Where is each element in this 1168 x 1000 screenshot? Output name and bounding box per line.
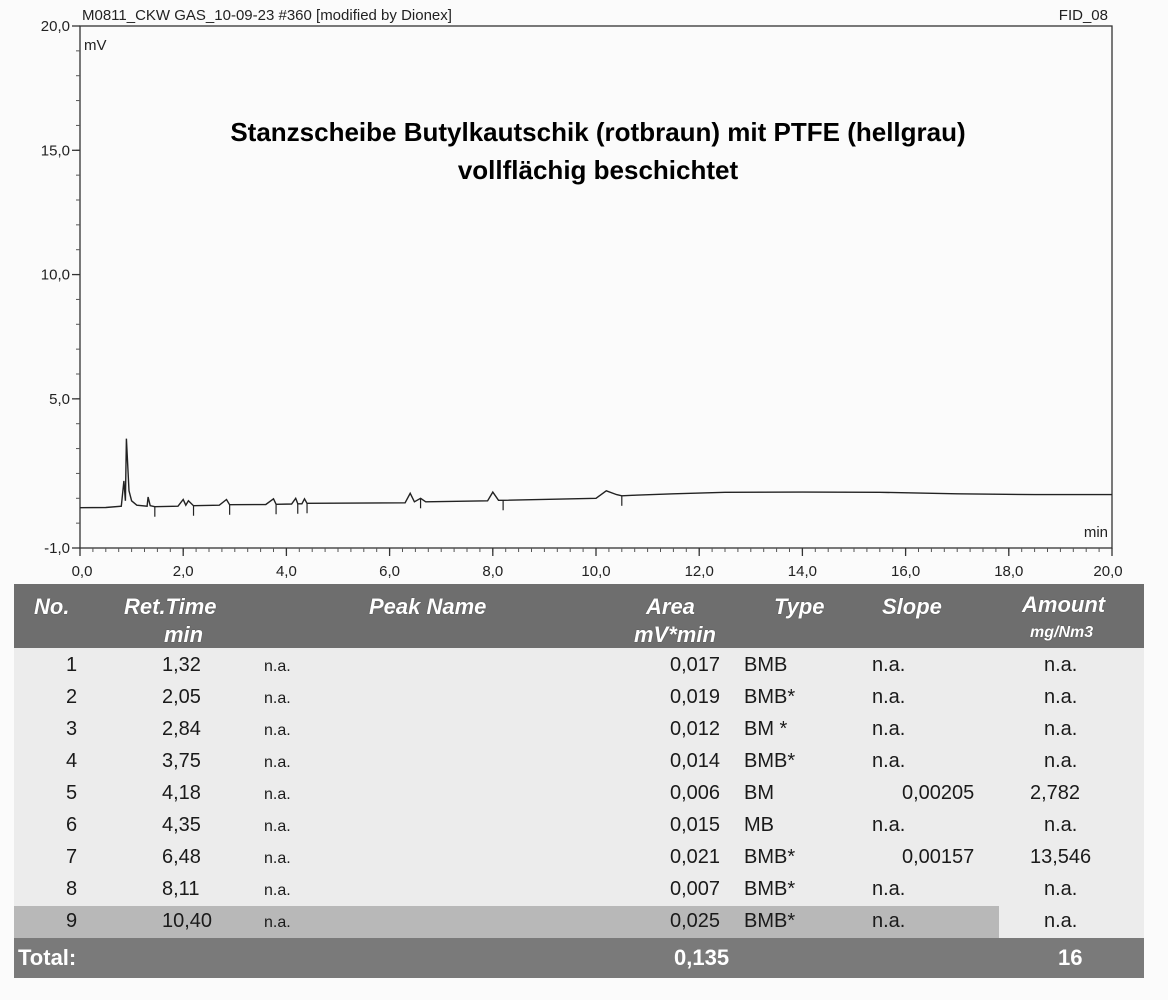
x-tick-label: 12,0 bbox=[684, 563, 714, 580]
row-ret-time: 2,05 bbox=[162, 686, 201, 708]
run-header-right: FID_08 bbox=[1058, 7, 1108, 24]
table-row bbox=[14, 810, 1144, 842]
row-area: 0,006 bbox=[670, 782, 721, 804]
header-amount: Amount bbox=[1022, 592, 1106, 617]
x-tick-label: 6,0 bbox=[379, 563, 401, 580]
row-no: 2 bbox=[66, 686, 78, 708]
row-amount: n.a. bbox=[1044, 910, 1078, 932]
y-axis-ticks bbox=[41, 18, 80, 557]
run-header-left: M0811_CKW GAS_10-09-23 #360 [modified by Dionex] bbox=[82, 7, 452, 24]
total-row bbox=[14, 938, 1144, 978]
row-area: 0,014 bbox=[670, 750, 721, 772]
row-no: 5 bbox=[66, 782, 78, 804]
y-tick-label: 5,0 bbox=[49, 390, 70, 408]
x-axis-ticks bbox=[72, 548, 1123, 580]
row-area: 0,015 bbox=[670, 814, 721, 836]
row-area: 0,019 bbox=[670, 686, 721, 708]
table-row bbox=[14, 714, 1144, 746]
x-tick-label: 4,0 bbox=[275, 563, 297, 580]
row-type: BMB bbox=[744, 654, 788, 676]
table-row bbox=[14, 874, 1144, 906]
x-tick-label: 18,0 bbox=[994, 563, 1024, 580]
row-type: BMB* bbox=[744, 910, 796, 932]
header-ret-time: Ret.Time bbox=[124, 594, 217, 619]
row-type: BMB* bbox=[744, 750, 796, 772]
row-slope: n.a. bbox=[872, 750, 906, 772]
header-area: Area bbox=[646, 594, 695, 619]
row-slope: n.a. bbox=[872, 654, 906, 676]
x-tick-label: 20,0 bbox=[1093, 563, 1123, 580]
x-tick-label: 8,0 bbox=[482, 563, 504, 580]
chart-title-line-2: vollflächig beschichtet bbox=[457, 155, 739, 185]
x-tick-label: 10,0 bbox=[581, 563, 611, 580]
row-peak-name: n.a. bbox=[264, 754, 291, 771]
row-no: 7 bbox=[66, 846, 78, 868]
row-area: 0,017 bbox=[670, 654, 721, 676]
row-no: 1 bbox=[66, 654, 78, 676]
row-no: 8 bbox=[66, 878, 78, 900]
row-slope: 0,00205 bbox=[902, 782, 975, 804]
y-tick-label: 20,0 bbox=[40, 18, 70, 35]
row-amount: 2,782 bbox=[1030, 782, 1081, 804]
table-row bbox=[14, 778, 1144, 810]
row-area: 0,007 bbox=[670, 878, 721, 900]
row-ret-time: 1,32 bbox=[162, 654, 201, 676]
row-peak-name: n.a. bbox=[264, 722, 291, 739]
row-slope: n.a. bbox=[872, 910, 906, 932]
total-amount: 16 bbox=[1058, 945, 1083, 970]
table-row bbox=[14, 906, 1078, 938]
y-axis-label: mV bbox=[84, 37, 107, 54]
table-row bbox=[14, 746, 1144, 778]
row-area: 0,012 bbox=[670, 718, 721, 740]
row-ret-time: 6,48 bbox=[162, 846, 201, 868]
row-ret-time: 8,11 bbox=[162, 878, 200, 900]
header-area-unit: mV*min bbox=[634, 622, 716, 647]
x-tick-label: 16,0 bbox=[890, 563, 921, 580]
row-area: 0,021 bbox=[670, 846, 721, 868]
chart-title-line-1: Stanzscheibe Butylkautschik (rotbraun) mit PTFE (hellgrau) bbox=[230, 117, 966, 147]
row-no: 3 bbox=[66, 718, 78, 740]
row-peak-name: n.a. bbox=[264, 914, 291, 931]
table-header bbox=[14, 584, 1144, 648]
row-no: 9 bbox=[66, 910, 78, 932]
table-row bbox=[14, 650, 1144, 682]
row-ret-time: 10,40 bbox=[162, 910, 213, 932]
minor-ticks bbox=[76, 26, 1112, 552]
row-slope: 0,00157 bbox=[902, 846, 975, 868]
row-peak-name: n.a. bbox=[264, 786, 291, 803]
header-type: Type bbox=[774, 594, 825, 619]
row-ret-time: 4,18 bbox=[162, 782, 201, 804]
header-ret-time-unit: min bbox=[164, 622, 204, 647]
header-slope: Slope bbox=[882, 594, 942, 619]
row-slope: n.a. bbox=[872, 686, 906, 708]
y-tick-label: -1,0 bbox=[44, 540, 70, 557]
row-peak-name: n.a. bbox=[264, 818, 291, 835]
row-type: BMB* bbox=[744, 878, 796, 900]
y-tick-label: 10,0 bbox=[40, 266, 70, 284]
row-amount: n.a. bbox=[1044, 878, 1078, 900]
row-slope: n.a. bbox=[872, 878, 906, 900]
row-no: 6 bbox=[66, 814, 78, 836]
peak-table bbox=[14, 584, 1144, 988]
header-amount-unit: mg/Nm3 bbox=[1030, 624, 1094, 641]
row-ret-time: 3,75 bbox=[162, 750, 201, 772]
table-row bbox=[14, 682, 1144, 714]
total-area: 0,135 bbox=[674, 945, 730, 970]
row-slope: n.a. bbox=[872, 718, 906, 740]
row-type: BM * bbox=[744, 718, 788, 740]
total-label: Total: bbox=[18, 945, 77, 970]
row-peak-name: n.a. bbox=[264, 882, 291, 899]
row-ret-time: 2,84 bbox=[162, 718, 201, 740]
plot-frame bbox=[80, 26, 1112, 548]
row-slope: n.a. bbox=[872, 814, 906, 836]
row-amount: n.a. bbox=[1044, 654, 1078, 676]
row-amount: n.a. bbox=[1044, 718, 1078, 740]
x-tick-label: 0,0 bbox=[71, 563, 93, 580]
table-row bbox=[14, 842, 1144, 874]
x-axis-label: min bbox=[1083, 524, 1108, 541]
row-amount: n.a. bbox=[1044, 750, 1078, 772]
row-amount: n.a. bbox=[1044, 814, 1078, 836]
header-peak-name: Peak Name bbox=[369, 594, 487, 619]
row-no: 4 bbox=[66, 750, 78, 772]
row-type: MB bbox=[744, 814, 774, 836]
row-peak-name: n.a. bbox=[264, 690, 291, 707]
row-type: BM bbox=[744, 782, 774, 804]
row-amount: 13,546 bbox=[1030, 846, 1092, 868]
x-tick-label: 14,0 bbox=[787, 563, 818, 580]
row-area: 0,025 bbox=[670, 910, 721, 932]
row-peak-name: n.a. bbox=[264, 658, 291, 675]
row-amount: n.a. bbox=[1044, 686, 1078, 708]
row-type: BMB* bbox=[744, 846, 796, 868]
x-tick-label: 2,0 bbox=[172, 563, 194, 580]
row-type: BMB* bbox=[744, 686, 796, 708]
table-body bbox=[14, 648, 1144, 938]
series-line bbox=[80, 439, 1112, 508]
header-no: No. bbox=[34, 594, 70, 619]
row-peak-name: n.a. bbox=[264, 850, 291, 867]
y-tick-label: 15,0 bbox=[40, 142, 70, 160]
row-ret-time: 4,35 bbox=[162, 814, 201, 836]
